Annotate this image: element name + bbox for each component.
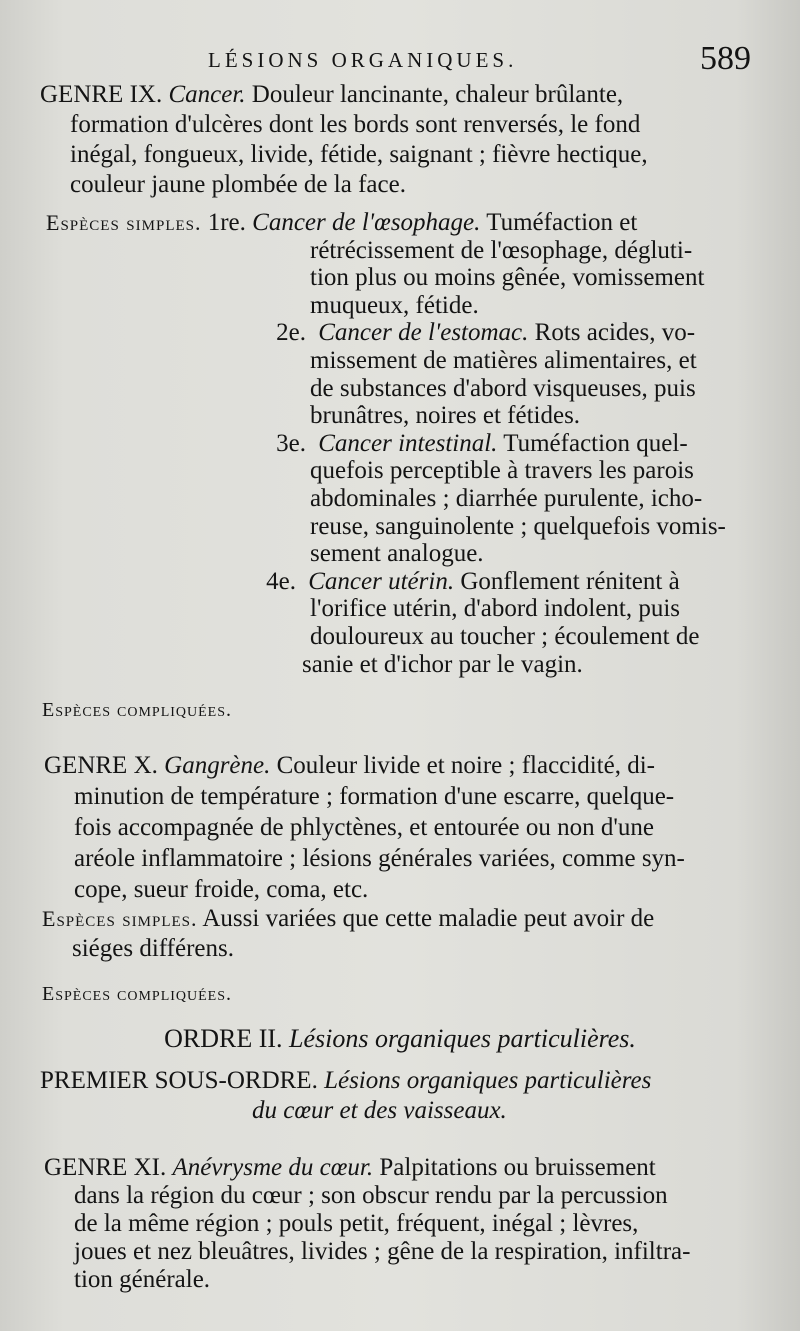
ordre-ii-heading: [0, 1024, 800, 1054]
genre-ix-label: GENRE IX.: [40, 81, 163, 108]
genre-ix-paragraph: [40, 80, 770, 200]
species-1-line-3: muqueux, fétide.: [310, 291, 479, 319]
genre-x-line-4: cope, sueur froide, coma, etc.: [74, 876, 369, 903]
genre-xi-line-1: dans la région du cœur ; son obscur rendu par la percussion: [74, 1182, 668, 1209]
species-3-line-0: Tuméfaction quel-: [503, 429, 688, 457]
species-3-num: 3e.: [276, 429, 306, 457]
premier-sous-ordre-heading: [40, 1066, 770, 1126]
species-1-num: 1re.: [207, 209, 246, 236]
ordre-ii-label: ORDRE II.: [164, 1024, 283, 1053]
species-3-line-4: sement analogue.: [310, 540, 484, 568]
species-1-line-1: rétrécissement de l'œsophage, dégluti-: [310, 236, 693, 264]
page-number: 589: [700, 40, 751, 77]
species-2-line-0: Rots acides, vo-: [534, 319, 696, 347]
genre-x-line-1: minution de température ; formation d'une escarre, quelque-: [74, 783, 675, 810]
genre-x-line-0: Couleur livide et noire ; flaccidité, di-: [276, 752, 655, 779]
species-2-line-1: missement de matières alimentaires, et: [310, 346, 697, 374]
species-4-line-0: Gonflement rénitent à: [460, 567, 680, 595]
genre-xi-line-0: Palpitations ou bruissement: [379, 1154, 656, 1181]
species-4-line-2: douloureux au toucher ; écoulement de: [310, 622, 700, 650]
genre-x-line-3: aréole inflammatoire ; lésions générales variées, comme syn-: [74, 845, 685, 872]
especes-simples-2-line-0: Aussi variées que cette maladie peut avoir de: [202, 905, 655, 932]
species-3-line-2: abdominales ; diarrhée purulente, icho-: [310, 484, 703, 512]
genre-xi-name: Anévrysme du cœur.: [172, 1154, 374, 1181]
especes-simples-list: [46, 209, 776, 678]
premier-sous-ordre-title-1: Lésions organiques particulières: [324, 1067, 652, 1094]
premier-sous-ordre-title-2: du cœur et des vaisseaux.: [252, 1097, 507, 1124]
premier-sous-ordre-label: PREMIER SOUS-ORDRE.: [40, 1067, 318, 1094]
especes-simples-label: Espèces simples.: [46, 210, 202, 235]
genre-ix-line-1: formation d'ulcères dont les bords sont renversés, le fond: [70, 111, 641, 138]
species-3-line-3: reuse, sanguinolente ; quelquefois vomis-: [310, 512, 726, 540]
genre-x-name: Gangrène.: [164, 752, 271, 779]
genre-xi-line-4: tion générale.: [74, 1266, 211, 1293]
especes-compliquees-label-2: Espèces compliquées.: [42, 983, 233, 1005]
species-2-line-2: de substances d'abord visqueuses, puis: [310, 374, 696, 402]
genre-x-line-2: fois accompagnée de phlyctènes, et entourée ou non d'une: [74, 814, 654, 841]
ordre-ii-title: Lésions organiques particulières.: [289, 1024, 636, 1053]
species-3-name: Cancer intestinal.: [318, 429, 498, 457]
genre-x-label: GENRE X.: [44, 752, 158, 779]
species-4-line-1: l'orifice utérin, d'abord indolent, puis: [310, 595, 681, 623]
species-2-name: Cancer de l'estomac.: [318, 319, 529, 347]
especes-simples-label-2: Espèces simples.: [42, 906, 198, 931]
species-4-line-3: sanie et d'ichor par le vagin.: [302, 650, 583, 678]
species-2-line-3: brunâtres, noires et fétides.: [310, 402, 581, 430]
genre-xi-line-2: de la même région ; pouls petit, fréquent, inégal ; lèvres,: [74, 1210, 639, 1237]
genre-ix-line-3: couleur jaune plombée de la face.: [70, 171, 406, 198]
species-4-name: Cancer utérin.: [308, 567, 455, 595]
genre-x-paragraph: [44, 750, 774, 905]
running-head: [0, 40, 800, 84]
genre-xi-paragraph: [44, 1154, 774, 1294]
genre-xi-line-3: joues et nez bleuâtres, livides ; gêne de la respiration, infiltra-: [74, 1238, 691, 1265]
species-2-num: 2e.: [276, 319, 306, 347]
running-head-title: LÉSIONS ORGANIQUES.: [208, 48, 518, 72]
species-4-num: 4e.: [266, 567, 296, 595]
genre-ix-line-2: inégal, fongueux, livide, fétide, saignant ; fièvre hectique,: [70, 141, 648, 168]
genre-ix-line-0: Douleur lancinante, chaleur brûlante,: [251, 81, 624, 108]
especes-simples-2-line-1: siéges différens.: [72, 935, 234, 962]
species-3-line-1: quefois perceptible à travers les parois: [310, 457, 694, 485]
species-1-name: Cancer de l'œsophage.: [252, 209, 481, 236]
species-1-line-0: Tuméfaction et: [486, 209, 638, 236]
species-1-line-2: tion plus ou moins gênée, vomissement: [310, 264, 705, 292]
genre-xi-label: GENRE XI.: [44, 1154, 167, 1181]
especes-simples-2-paragraph: [42, 904, 772, 964]
especes-compliquees-label-1: Espèces compliquées.: [42, 699, 233, 721]
genre-ix-name: Cancer.: [168, 81, 246, 108]
